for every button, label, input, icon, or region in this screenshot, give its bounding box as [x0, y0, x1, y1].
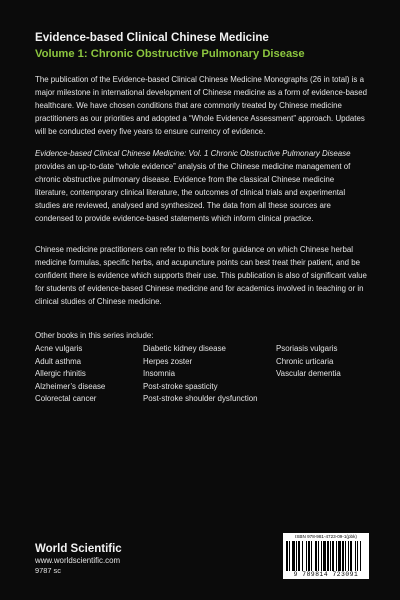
series-book-item: Adult asthma: [35, 356, 82, 366]
series-book-item: Chronic urticaria: [276, 356, 334, 366]
isbn-text: ISBN 978-981-4723-09-1(pbk): [295, 534, 357, 539]
series-book-item: Herpes zoster: [143, 356, 193, 366]
publisher-website: www.worldscientific.com: [35, 556, 121, 565]
series-book-item: Post-stroke shoulder dysfunction: [143, 394, 258, 403]
series-list-column-3: [276, 343, 341, 381]
series-book-item: Diabetic kidney disease: [143, 344, 226, 353]
series-book-item: Allergic rhinitis: [35, 369, 86, 378]
intro-paragraph: The publication of the Evidence-based Clinical Chinese Medicine Monographs (26 in total) is a major milestone in international development of Chinese medicine as a form of evidence-based healthcare. We have chosen conditions that are commonly treated by Chinese medicine practitioners as our priorities and adopted a “Whole Evidence Assessment” approach. Updates will be conducted every five years to ensure currency of evidence.: [35, 75, 368, 136]
series-list-column-2: [143, 343, 257, 406]
barcode-bars: [286, 541, 366, 571]
ean-number: 9 789814 723091: [293, 571, 359, 578]
series-book-item: Vascular dementia: [276, 369, 341, 378]
audience-paragraph: Chinese medicine practitioners can refer to this book for guidance on which Chinese herbal medicine formulas, specific herbs, and acupuncture points can best treat their patient, and be confident there is evidence which supports their use. This publication is also of significant value for students of evidence-based Chinese medicine and for academics involved in teaching or in clinical studies of Chinese medicine.: [35, 245, 367, 306]
series-book-item: Alzheimer’s disease: [35, 381, 106, 391]
isbn-barcode: [283, 533, 369, 579]
series-book-item: Acne vulgaris: [35, 344, 83, 353]
series-book-item: Insomnia: [143, 369, 176, 378]
summary-paragraph-text: provides an up-to-date “whole evidence” analysis of the Chinese medicine management of chronic obstructive pulmonary disease. Evidence from the classical Chinese medicine literature, contemporary clinical literature, the outcomes of clinical trials and experimental studies are reviewed, analysed and synthesized. The data from all these sources are condensed to provide evidence-based statements which inform clinical practice.: [35, 161, 351, 223]
publisher-name: World Scientific: [35, 543, 122, 555]
series-book-item: Psoriasis vulgaris: [276, 344, 338, 353]
volume-subtitle: Volume 1: Chronic Obstructive Pulmonary Disease: [35, 48, 305, 60]
series-book-item: Post-stroke spasticity: [143, 381, 218, 391]
series-list-column-1: [35, 343, 105, 406]
catalog-code: 9787 sc: [35, 566, 61, 575]
series-heading: Other books in this series include:: [35, 331, 154, 340]
book-reference-italic: Evidence-based Clinical Chinese Medicine: Vol. 1 Chronic Obstructive Pulmonary Disease: [35, 149, 351, 158]
series-book-item: Colorectal cancer: [35, 394, 97, 403]
book-title: Evidence-based Clinical Chinese Medicine: [35, 31, 269, 44]
summary-paragraph: [35, 148, 369, 225]
